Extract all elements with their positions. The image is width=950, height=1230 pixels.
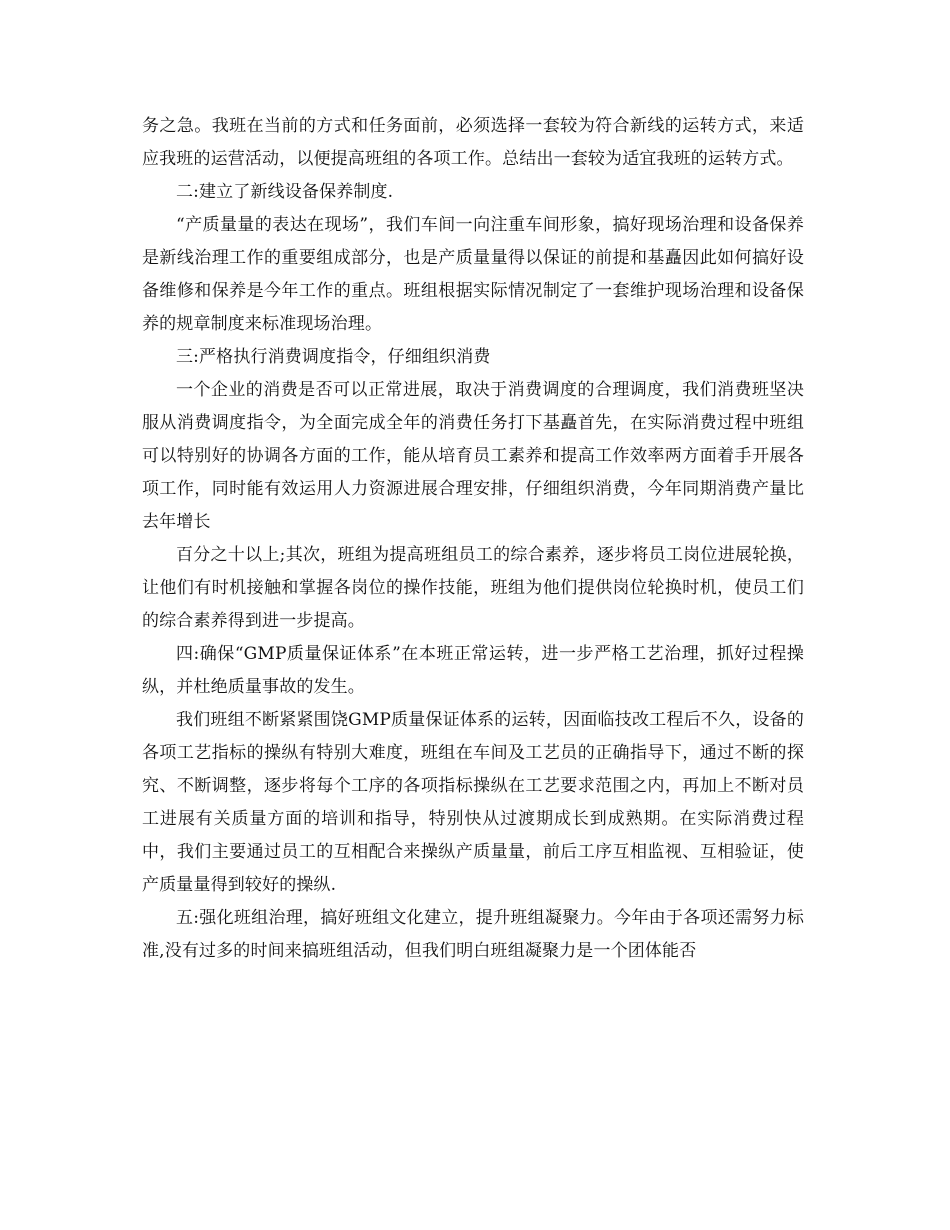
paragraph-production-coordination: 一个企业的消费是否可以正常进展，取决于消费调度的合理调度，我们消费班坚决服从消费调度指令，为全面完成全年的消费任务打下基矗首先，在实际消费过程中班组可以特别好的协调各方面的工作，能从培育员工素养和提高工作效率两方面着手开展各项工作，同时能有效运用人力资源进展合理安排，仔细组织消费，今年同期消费产量比去年增长 <box>142 380 804 532</box>
section-heading-gmp-quality: 四:确保“GMP质量保证体系”在本班正常运转，进一步严格工艺治理，抓好过程操纵，并杜绝质量事故的发生。 <box>142 644 804 697</box>
section-heading-team-culture: 五:强化班组治理，搞好班组文化建立，提升班组凝聚力。今年由于各项还需努力标准,没有过多的时间来搞班组活动，但我们明白班组凝聚力是一个团体能否 <box>142 908 804 961</box>
paragraph-continuation: 务之急。我班在当前的方式和任务面前，必须选择一套较为符合新线的运转方式，来适应我班的运营活动，以便提高班组的各项工作。总结出一套较为适宜我班的运转方式。 <box>142 116 804 169</box>
paragraph-staff-rotation: 百分之十以上;其次，班组为提高班组员工的综合素养，逐步将员工岗位进展轮换，让他们有时机接触和掌握各岗位的操作技能，班组为他们提供岗位轮换时机，使员工们的综合素养得到进一步提高。 <box>142 545 804 631</box>
paragraph-site-management: “产质量量的表达在现场”，我们车间一向注重车间形象，搞好现场治理和设备保养是新线治理工作的重要组成部分，也是产质量量得以保证的前提和基矗因此如何搞好设备维修和保养是今年工作的重点。班组根据实际情况制定了一套维护现场治理和设备保养的规章制度来标准现场治理。 <box>142 215 804 334</box>
section-heading-equipment-maintenance: 二:建立了新线设备保养制度. <box>176 182 394 202</box>
document-body <box>142 110 804 968</box>
paragraph-quality-control: 我们班组不断紧紧围饶GMP质量保证体系的运转，因面临技改工程后不久，设备的各项工艺指标的操纵有特别大难度，班组在车间及工艺员的正确指导下，通过不断的探究、不断调整，逐步将每个工序的各项指标操纵在工艺要求范围之内，再加上不断对员工进展有关质量方面的培训和指导，特别快从过渡期成长到成熟期。在实际消费过程中，我们主要通过员工的互相配合来操纵产质量量，前后工序互相监视、互相验证，使产质量量得到较好的操纵. <box>142 710 804 895</box>
section-heading-production-scheduling: 三:严格执行消费调度指令，仔细组织消费 <box>176 347 491 367</box>
